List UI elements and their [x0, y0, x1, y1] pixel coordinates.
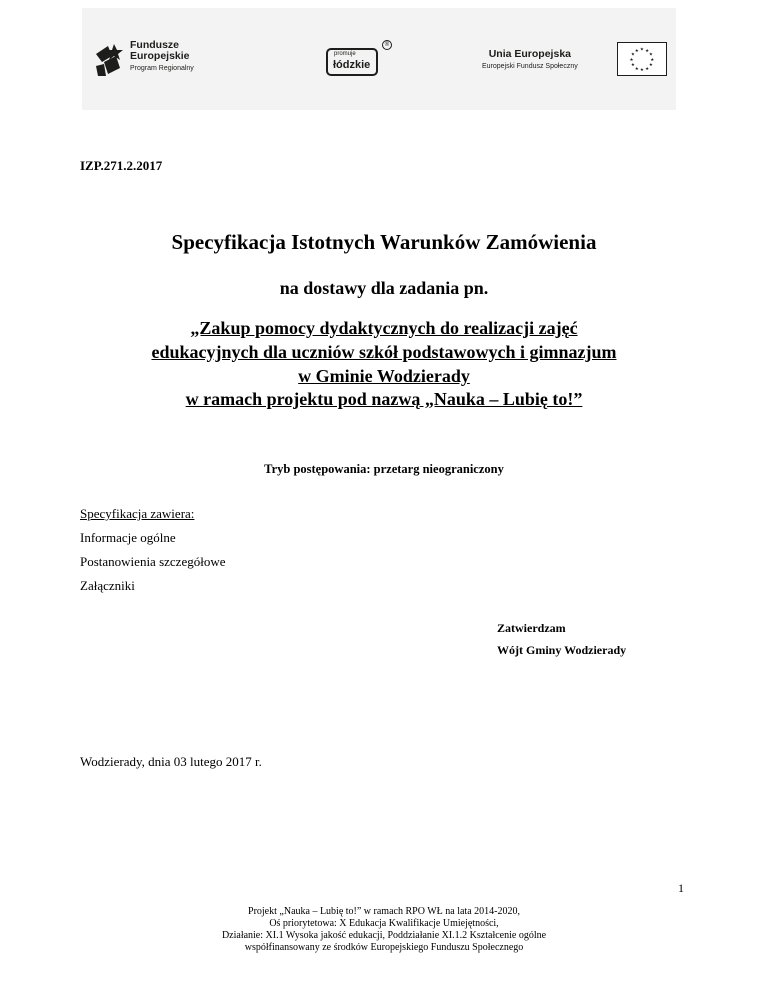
eu-star-icon: ★: [645, 48, 650, 54]
eu-star-icon: ★: [634, 66, 639, 72]
task-line-2: edukacyjnych dla uczniów szkół podstawowych i gimnazjum: [151, 342, 617, 362]
lodzkie-logo: [326, 40, 392, 80]
eu-star-icon: ★: [648, 52, 654, 58]
eu-line1: Unia Europejska: [488, 48, 571, 60]
document-subtitle: na dostawy dla zadania pn.: [279, 278, 489, 298]
task-line-4: w ramach projektu pod nazwą „Nauka – Lubię to!”: [185, 389, 583, 409]
lodzkie-big: łódzkie: [333, 59, 371, 71]
eu-star-icon: ★: [639, 47, 645, 53]
footer-line-2: Oś priorytetowa: X Edukacja Kwalifikacje Umiejętności,: [269, 918, 499, 929]
lodzkie-box: [326, 48, 378, 76]
document-title: Specyfikacja Istotnych Warunków Zamówienia: [171, 230, 597, 254]
eu-star-icon: ★: [648, 63, 654, 69]
contents-item: Postanowienia szczegółowe: [80, 554, 226, 569]
eu-star-icon: ★: [639, 68, 645, 74]
fundusze-text: [130, 40, 194, 74]
eu-star-icon: ★: [630, 63, 636, 69]
fundusze-star-icon: [94, 42, 124, 78]
footer-line-4: współfinansowany ze środków Europejskiego Funduszu Społecznego: [244, 942, 524, 953]
registered-mark: ®: [382, 40, 392, 50]
fundusze-europejskie-logo: [94, 40, 234, 82]
approval-line-1: Zatwierdzam: [497, 621, 566, 635]
eu-line2: Europejski Fundusz Społeczny: [482, 63, 578, 70]
fundusze-line1: Fundusze: [130, 39, 179, 51]
fundusze-line3: Program Regionalny: [130, 65, 194, 72]
eu-star-icon: ★: [650, 57, 655, 63]
contents-item: Informacje ogólne: [80, 530, 176, 545]
procedure-mode: Tryb postępowania: przetarg nieograniczony: [264, 462, 504, 476]
eu-text: [482, 48, 578, 70]
eu-star-icon: ★: [629, 57, 634, 63]
eu-star-icon: ★: [634, 48, 639, 54]
fundusze-line2: Europejskie: [130, 50, 190, 62]
footer-line-1: Projekt „Nauka – Lubię to!” w ramach RPO WŁ na lata 2014-2020,: [248, 906, 520, 917]
footer-line-3: Działanie: XI.1 Wysoka jakość edukacji, Poddziałanie XI.1.2 Kształcenie ogólne: [221, 930, 547, 941]
contents-label: Specyfikacja zawiera:: [80, 506, 195, 521]
reference-number: IZP.271.2.2017: [80, 158, 163, 173]
page-number: 1: [678, 881, 684, 895]
task-line-3: w Gminie Wodzierady: [298, 366, 470, 386]
logo-bar: [82, 8, 676, 110]
eu-star-icon: ★: [645, 66, 650, 72]
contents-item: Załączniki: [80, 578, 135, 593]
approval-line-2: Wójt Gminy Wodzierady: [497, 643, 627, 657]
eu-flag-icon: [617, 42, 667, 76]
place-date: Wodzierady, dnia 03 lutego 2017 r.: [80, 754, 262, 769]
task-line-1: „Zakup pomocy dydaktycznych do realizacji zajęć: [190, 318, 578, 338]
lodzkie-small: promuje: [334, 51, 356, 57]
eu-star-icon: ★: [630, 52, 636, 58]
